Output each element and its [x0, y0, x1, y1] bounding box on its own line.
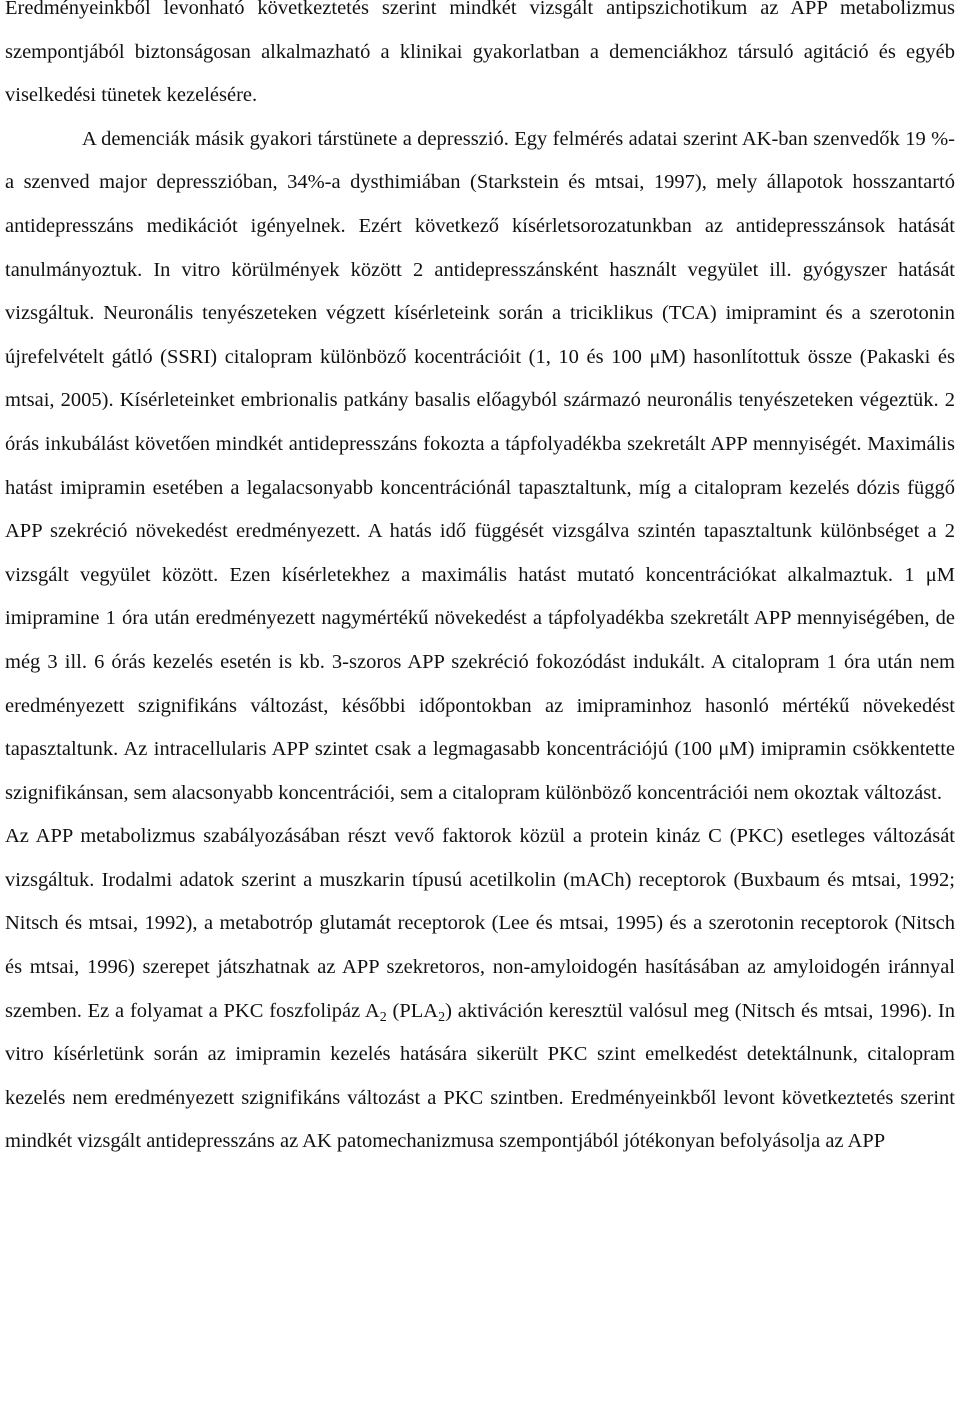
subscript-2: 2 [379, 1009, 387, 1025]
paragraph-sentence-depression: A demenciák másik gyakori társtünete a depresszió. Egy felmérés adatai szerint AK-ban szenvedők 19 %-a szenved major depresszióban, 34%-a dysthimiában (Starkstein és mtsai, 1997), mely állapotok hosszantartó antidepresszáns medikációt igényelnek. Ezért következő kísérletsorozatunkban az antidepresszánsok hatását tanulmányoztuk. In vitro körülmények között 2 antidepresszánsként használt vegyület ill. gyógyszer hatását vizsgáltuk. Neuronális tenyészeteken végzett kísérleteink során a triciklikus (TCA) imipramint és a szerotonin újrefelvételt gátló (SSRI) citalopram különböző kocentrációit (1, 10 és 100 μM) hasonlítottuk össze (Pakaski és mtsai, 2005). Kísérleteinket embrionalis patkány basalis előagyból származó neuronális tenyészeteken végeztük. 2 órás inkubálást követően mindkét antidepresszáns fokozta a tápfolyadékba szekretált APP mennyiségét. Maximális hatást imipramin esetében a legalacsonyabb koncentrációnál tapasztaltunk, míg a citalopram kezelés dózis függő APP szekréció növekedést eredményezett. A hatás idő függését vizsgálva szintén tapasztaltunk különbséget a 2 vizsgált vegyület között. Ezen kísérletekhez a maximális hatást mutató koncentrációkat alkalmaztuk. 1 μM imipramine 1 óra után eredményezett nagymértékű növekedést a tápfolyadékba szekretált APP mennyiségében, de még 3 ill. 6 órás kezelés esetén is kb. 3-szoros APP szekréció fokozódást indukált. A citalopram 1 óra után nem eredményezett szignifikáns változást, későbbi időpontokban az imipraminhoz hasonló mértékű növekedést tapasztaltunk. Az intracellularis APP szintet csak a legmagasabb koncentrációjú (100 μM) imipramin csökkentette szignifikánsan, sem alacsonyabb koncentrációi, sem a citalopram különböző koncentrációi nem okoztak változást. [5, 127, 955, 804]
paragraph-antipsychotics-antidepressants [5, 0, 955, 815]
paragraph-pkc-text-a: Az APP metabolizmus szabályozásában részt vevő faktorok közül a protein kináz C (PKC) esetleges változását vizsgáltuk. Irodalmi adatok szerint a muszkarin típusú acetilkolin (mACh) receptorok (Buxbaum és mtsai, 1992; Nitsch és mtsai, 1992), a metabotróp glutamát receptorok (Lee és mtsai, 1995) és a szerotonin receptorok (Nitsch és mtsai, 1996) szerepet játszhatnak az APP szekretoros, non-amyloidogén hasításában az amyloidogén iránnyal szemben. Ez a folyamat a PKC foszfolipáz A [5, 825, 955, 1022]
paragraph-sentence-conclusion: Eredményeinkből levonható következtetés szerint mindkét vizsgált antipszichotikum az APP metabolizmus szempontjából biztonságosan alkalmazható a klinikai gyakorlatban a demenciákhoz társuló agitáció és egyéb viselkedési tünetek kezelésére. [5, 0, 955, 107]
paragraph-pkc [5, 815, 955, 1164]
paragraph-pkc-text-c: ) aktiváción keresztül valósul meg (Nitsch és mtsai, 1996). In vitro kísérletünk során az imipramin kezelés hatására sikerült PKC szint emelkedést detektálnunk, citalopram kezelés nem eredményezett szignifikáns változást a PKC szintben. Eredményeinkből levont következtetés szerint mindkét vizsgált antidepresszáns az AK patomechanizmusa szempontjából jótékonyan befolyásolja az APP [5, 999, 955, 1153]
paragraph-pkc-text-b: (PLA [386, 999, 439, 1022]
subscript-2: 2 [438, 1009, 446, 1025]
